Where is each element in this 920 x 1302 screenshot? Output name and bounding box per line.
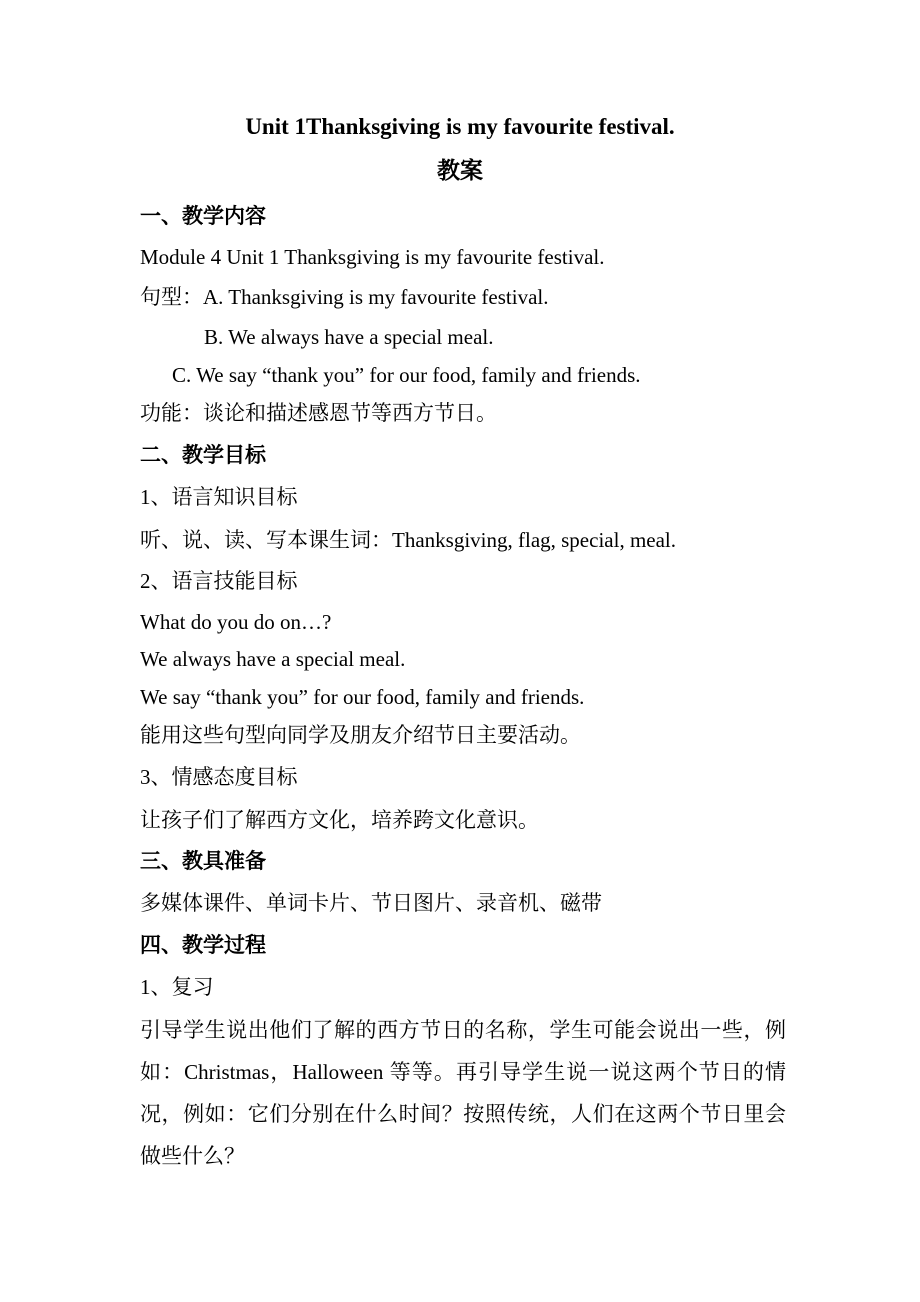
paragraph-line-4: 做些什么？ bbox=[140, 1144, 245, 1168]
paragraph-line-2: 如：Christmas，Halloween 等等。再引导学生说一说这两个节日的情 bbox=[140, 1060, 786, 1084]
goal-2-line-2: We always have a special meal. bbox=[140, 647, 406, 671]
goal-2-line-3: We say “thank you” for our food, family and friends. bbox=[140, 685, 585, 709]
goal-3-text: 让孩子们了解西方文化，培养跨文化意识。 bbox=[140, 808, 539, 832]
goal-1-text: 听、说、读、写本课生词：Thanksgiving, flag, special, meal. bbox=[140, 528, 677, 552]
document-title: Unit 1Thanksgiving is my favourite festival. bbox=[245, 114, 675, 139]
module-line: Module 4 Unit 1 Thanksgiving is my favourite festival. bbox=[140, 245, 605, 269]
pattern-a: 句型：A. Thanksgiving is my favourite festival. bbox=[140, 285, 549, 309]
function-line: 功能：谈论和描述感恩节等西方节日。 bbox=[140, 401, 497, 425]
pattern-c: C. We say “thank you” for our food, family and friends. bbox=[172, 363, 641, 387]
materials-text: 多媒体课件、单词卡片、节日图片、录音机、磁带 bbox=[140, 891, 602, 915]
goal-2-line-1: What do you do on…? bbox=[140, 610, 332, 634]
section-heading-goals: 二、教学目标 bbox=[140, 443, 266, 467]
section-heading-process: 四、教学过程 bbox=[140, 933, 266, 957]
step-1-heading: 1、复习 bbox=[140, 975, 214, 999]
section-heading-content: 一、教学内容 bbox=[140, 204, 266, 228]
document-subtitle: 教案 bbox=[437, 158, 483, 183]
goal-2-heading: 2、语言技能目标 bbox=[140, 569, 298, 593]
paragraph-line-1: 引导学生说出他们了解的西方节日的名称，学生可能会说出一些，例 bbox=[140, 1018, 786, 1042]
goal-3-heading: 3、情感态度目标 bbox=[140, 765, 298, 789]
paragraph-line-3: 况，例如：它们分别在什么时间？按照传统，人们在这两个节日里会 bbox=[140, 1102, 786, 1126]
pattern-b: B. We always have a special meal. bbox=[204, 325, 494, 349]
goal-2-line-4: 能用这些句型向同学及朋友介绍节日主要活动。 bbox=[140, 723, 581, 747]
goal-1-heading: 1、语言知识目标 bbox=[140, 485, 298, 509]
section-heading-materials: 三、教具准备 bbox=[140, 849, 266, 873]
